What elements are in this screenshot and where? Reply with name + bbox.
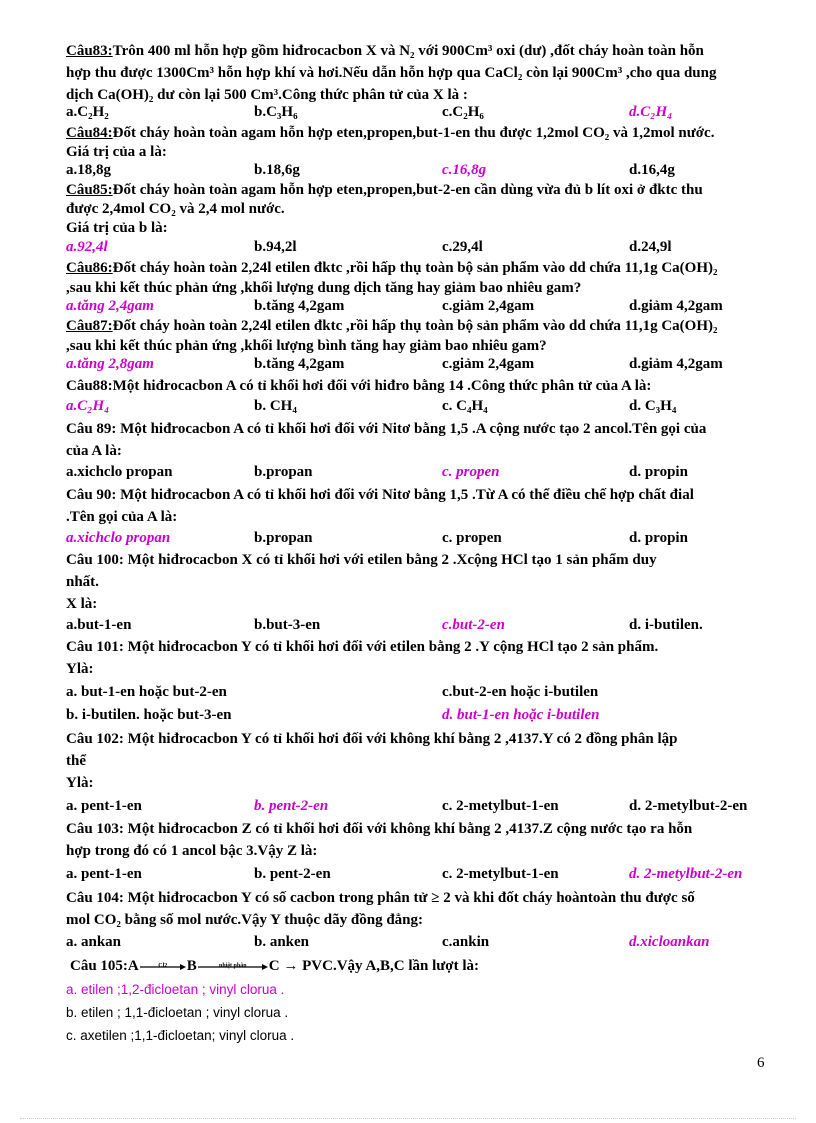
q102-stem-3: Ylà: xyxy=(66,775,94,791)
q100-option-b[interactable]: b.but-3-en xyxy=(254,617,321,633)
q85-stem-3: Giá trị của b là: xyxy=(66,220,168,236)
q105-option-a[interactable]: a. etilen ;1,2-đicloetan ; vinyl clorua . xyxy=(66,982,285,997)
q87-stem-1: Câu87:Đốt cháy hoàn toàn 2,24l etilen đktc ,rồi hấp thụ toàn bộ sản phẩm vào dd chứa 11,1g Ca(OH)₂ xyxy=(66,318,718,334)
q89-options xyxy=(66,464,766,484)
q101-options-row-1 xyxy=(66,684,766,704)
q86-option-c[interactable]: c.giảm 2,4gam xyxy=(442,298,535,314)
q83-option-c[interactable]: c.C₂H₆ xyxy=(442,104,484,120)
q86-options xyxy=(66,298,766,318)
q85-stem-1: Câu85:Đốt cháy hoàn toàn agam hỗn hợp eten,propen,but-2-en cần dùng vừa đủ b lít oxi ở đktc thu xyxy=(66,182,703,198)
q104-option-a[interactable]: a. ankan xyxy=(66,934,122,950)
q103-option-c[interactable]: c. 2-metylbut-1-en xyxy=(442,866,559,882)
q83-option-b[interactable]: b.C₃H₆ xyxy=(254,104,298,120)
q86-label: Câu86: xyxy=(66,260,113,276)
q89-stem-2: của A là: xyxy=(66,443,122,459)
q83-stem-3: dịch Ca(OH)₂ dư còn lại 500 Cm³.Công thức phân tử của X là : xyxy=(66,87,468,103)
reaction-arrow-1 xyxy=(139,963,187,971)
q86-option-a[interactable]: a.tăng 2,4gam xyxy=(66,298,154,314)
q88-label: Câu88: xyxy=(66,378,113,394)
arrow-right-icon: → xyxy=(283,958,299,974)
q86-stem-1: Câu86:Đốt cháy hoàn toàn 2,24l etilen đktc ,rồi hấp thụ toàn bộ sản phẩm vào dd chứa 11,1g Ca(OH)₂ xyxy=(66,260,718,276)
arrow-1-label: Cl2 xyxy=(158,962,168,969)
q84-option-d[interactable]: d.16,4g xyxy=(629,162,675,178)
arrow-2-label: nhiệt phân xyxy=(219,962,247,969)
q104-option-d[interactable]: d.xicloankan xyxy=(629,934,710,950)
q83-label: Câu83: xyxy=(66,43,113,59)
q87-stem-2: ,sau khi kết thúc phản ứng ,khối lượng bình tăng hay giảm bao nhiêu gam? xyxy=(66,338,547,354)
q101-option-b[interactable]: b. i-butilen. hoặc but-3-en xyxy=(66,707,232,723)
q85-label: Câu85: xyxy=(66,182,113,198)
q85-option-b[interactable]: b.94,2l xyxy=(254,239,297,255)
q90-label: Câu 90: xyxy=(66,487,117,503)
q87-option-b[interactable]: b.tăng 4,2gam xyxy=(254,356,345,372)
q100-label: Câu 100: xyxy=(66,552,124,568)
q100-stem-3: X là: xyxy=(66,596,98,612)
q85-options xyxy=(66,239,766,259)
q102-option-d[interactable]: d. 2-metylbut-2-en xyxy=(629,798,748,814)
q88-stem-1: Câu88:Một hiđrocacbon A có tỉ khối hơi đối với hiđro bằng 14 .Công thức phân tử của A là: xyxy=(66,378,652,394)
q105-option-c[interactable]: c. axetilen ;1,1-đicloetan; vinyl clorua . xyxy=(66,1028,295,1043)
q102-options xyxy=(66,798,766,818)
q85-option-c[interactable]: c.29,4l xyxy=(442,239,483,255)
q100-options xyxy=(66,617,766,637)
q105-option-b[interactable]: b. etilen ; 1,1-đicloetan ; vinyl clorua . xyxy=(66,1005,289,1020)
q83-stem-1: Câu83:Trôn 400 ml hỗn hợp gồm hiđrocacbon X và N₂ với 900Cm³ oxi (dư) ,đốt cháy hoàn toàn hỗn xyxy=(66,43,704,59)
q90-options xyxy=(66,530,766,550)
q88-option-d[interactable]: d. C₃H₄ xyxy=(629,398,677,414)
q84-stem-1: Câu84:Đốt cháy hoàn toàn agam hỗn hợp eten,propen,but-1-en thu được 1,2mol CO₂ và 1,2mol nước. xyxy=(66,125,715,141)
q105-label: Câu 105: xyxy=(70,958,128,974)
q86-option-d[interactable]: d.giảm 4,2gam xyxy=(629,298,723,314)
q101-options-row-2 xyxy=(66,707,766,727)
q84-option-c[interactable]: c.16,8g xyxy=(442,162,487,178)
q83-stem-2: hợp thu được 1300Cm³ hỗn hợp khí và hơi.Nếu dẫn hỗn hợp qua CaCl₂ còn lại 900Cm³ ,cho qua dung xyxy=(66,65,717,81)
q100-stem-2: nhất. xyxy=(66,574,99,590)
q90-stem-1: Câu 90: Một hiđrocacbon A có tỉ khối hơi đối với Nitơ bằng 1,5 .Từ A có thể điều chế hợp chất đial xyxy=(66,487,694,503)
q90-stem-2: .Tên gọi của A là: xyxy=(66,509,178,525)
q90-option-a[interactable]: a.xichclo propan xyxy=(66,530,171,546)
q85-option-a[interactable]: a.92,4l xyxy=(66,239,108,255)
q87-label: Câu87: xyxy=(66,318,113,334)
q102-label: Câu 102: xyxy=(66,731,124,747)
reaction-arrow-2 xyxy=(197,963,269,971)
q104-options xyxy=(66,934,766,954)
q90-option-d[interactable]: d. propin xyxy=(629,530,688,546)
q89-option-a[interactable]: a.xichclo propan xyxy=(66,464,173,480)
q84-label: Câu84: xyxy=(66,125,113,141)
q87-option-a[interactable]: a.tăng 2,8gam xyxy=(66,356,154,372)
q101-stem-2: Ylà: xyxy=(66,661,94,677)
q84-stem-2: Giá trị của a là: xyxy=(66,144,167,160)
q100-option-a[interactable]: a.but-1-en xyxy=(66,617,132,633)
q105-stem xyxy=(70,957,770,976)
q103-stem-1: Câu 103: Một hiđrocacbon Z có tỉ khối hơi đối với không khí bằng 2 ,4137.Z cộng nước tạo ra hỗn xyxy=(66,821,693,837)
q101-label: Câu 101: xyxy=(66,639,124,655)
q87-option-d[interactable]: d.giảm 4,2gam xyxy=(629,356,723,372)
q84-option-b[interactable]: b.18,6g xyxy=(254,162,300,178)
q88-option-b[interactable]: b. CH₄ xyxy=(254,398,297,414)
q87-option-c[interactable]: c.giảm 2,4gam xyxy=(442,356,535,372)
q88-option-c[interactable]: c. C₄H₄ xyxy=(442,398,488,414)
q87-options xyxy=(66,356,766,376)
q89-option-b[interactable]: b.propan xyxy=(254,464,313,480)
q101-option-c[interactable]: c.but-2-en hoặc i-butilen xyxy=(442,684,599,700)
q104-option-b[interactable]: b. anken xyxy=(254,934,310,950)
q103-label: Câu 103: xyxy=(66,821,124,837)
q86-stem-2: ,sau khi kết thúc phản ứng ,khối lượng dung dịch tăng hay giảm bao nhiêu gam? xyxy=(66,280,582,296)
q103-option-a[interactable]: a. pent-1-en xyxy=(66,866,142,882)
q105-compound-a: A xyxy=(127,958,139,974)
q102-option-c[interactable]: c. 2-metylbut-1-en xyxy=(442,798,559,814)
q104-label: Câu 104: xyxy=(66,890,124,906)
q85-option-d[interactable]: d.24,9l xyxy=(629,239,672,255)
page-bottom-divider xyxy=(20,1118,796,1119)
q102-stem-1: Câu 102: Một hiđrocacbon Y có tỉ khối hơi đối với không khí bằng 2 ,4137.Y có 2 đồng phân lập xyxy=(66,731,678,747)
q104-option-c[interactable]: c.ankin xyxy=(442,934,490,950)
q88-options xyxy=(66,398,766,418)
q100-option-c[interactable]: c.but-2-en xyxy=(442,617,505,633)
q105-compound-c: C xyxy=(268,958,280,974)
q89-option-c[interactable]: c. propen xyxy=(442,464,500,480)
q103-option-d[interactable]: d. 2-metylbut-2-en xyxy=(629,866,743,882)
q102-stem-2: thể xyxy=(66,753,86,769)
q89-stem-1: Câu 89: Một hiđrocacbon A có tỉ khối hơi đối với Nitơ bằng 1,5 .A cộng nước tạo 2 ancol.Tên gọi của xyxy=(66,421,707,437)
q103-option-b[interactable]: b. pent-2-en xyxy=(254,866,331,882)
q102-option-a[interactable]: a. pent-1-en xyxy=(66,798,142,814)
q104-stem-1: Câu 104: Một hiđrocacbon Y có số cacbon trong phân tử ≥ 2 và khi đốt cháy hoàntoàn thu được số xyxy=(66,890,695,906)
q90-option-b[interactable]: b.propan xyxy=(254,530,313,546)
q84-option-a[interactable]: a.18,8g xyxy=(66,162,111,178)
q88-option-a[interactable]: a.C₂H₄ xyxy=(66,398,110,414)
q90-option-c[interactable]: c. propen xyxy=(442,530,502,546)
q83-option-a[interactable]: a.C₂H₂ xyxy=(66,104,109,120)
q100-option-d[interactable]: d. i-butilen. xyxy=(629,617,703,633)
q105-compound-b: B xyxy=(186,958,197,974)
q83-option-d[interactable]: d.C₂H₄ xyxy=(629,104,673,120)
q102-option-b[interactable]: b. pent-2-en xyxy=(254,798,329,814)
q104-stem-2: mol CO₂ bằng số mol nước.Vậy Y thuộc dãy đồng đẳng: xyxy=(66,912,423,928)
q105-tail: .Vậy A,B,C lần lượt là: xyxy=(332,958,480,974)
q101-option-a[interactable]: a. but-1-en hoặc but-2-en xyxy=(66,684,227,700)
q101-option-d[interactable]: d. but-1-en hoặc i-butilen xyxy=(442,707,600,723)
q83-options xyxy=(66,104,766,124)
q86-option-b[interactable]: b.tăng 4,2gam xyxy=(254,298,345,314)
q103-options xyxy=(66,866,766,886)
q101-stem-1: Câu 101: Một hiđrocacbon Y có tỉ khối hơi đối với etilen bằng 2 .Y cộng HCl tạo 2 sản phẩm. xyxy=(66,639,659,655)
q103-stem-2: hợp trong đó có 1 ancol bậc 3.Vậy Z là: xyxy=(66,843,318,859)
q84-options xyxy=(66,162,766,182)
q85-stem-2: được 2,4mol CO₂ và 2,4 mol nước. xyxy=(66,201,285,217)
q100-stem-1: Câu 100: Một hiđrocacbon X có tỉ khối hơi với etilen bằng 2 .Xcộng HCl tạo 1 sản phẩm duy xyxy=(66,552,657,568)
page-number: 6 xyxy=(757,1055,765,1071)
q89-label: Câu 89: xyxy=(66,421,117,437)
q105-product: PVC xyxy=(302,958,333,974)
q89-option-d[interactable]: d. propin xyxy=(629,464,688,480)
